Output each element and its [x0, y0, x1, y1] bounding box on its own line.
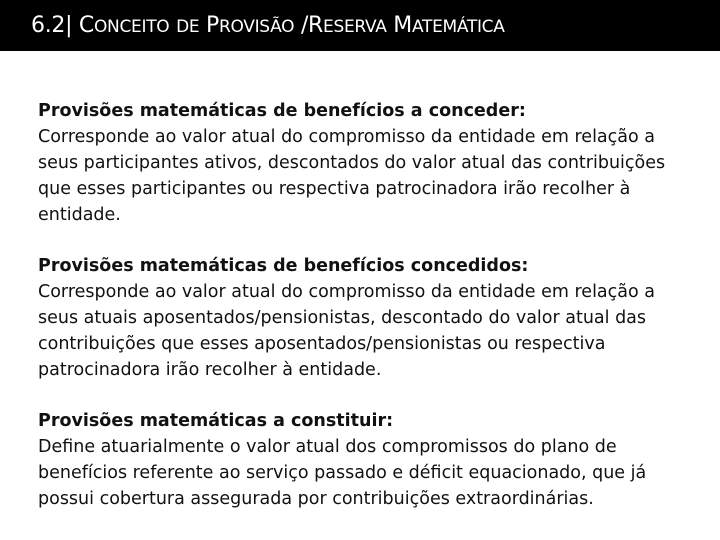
- title-word-1: CONCEITO: [78, 13, 170, 38]
- section-body: Corresponde ao valor atual do compromisso da entidade em relação a seus atuais aposentados/pensionistas, descontado do valor atual das contribuições que esses aposentados/pensionistas ou respectiva patrocinadora irão recolher à entidade.: [38, 282, 655, 380]
- section-heading: Provisões matemáticas de benefícios concedidos:: [38, 256, 529, 276]
- slide-number: 6.2|: [31, 13, 73, 38]
- title-word-5: MATEMÁTICA: [393, 13, 505, 38]
- title-bar: [0, 0, 720, 51]
- section-to-constitute: [38, 408, 698, 512]
- section-heading: Provisões matemáticas a constituir:: [38, 411, 394, 431]
- title-word-4: /RESERVA: [300, 13, 387, 38]
- section-benefits-granted: [38, 253, 698, 383]
- section-body: Define atuarialmente o valor atual dos compromissos do plano de benefícios referente ao serviço passado e déficit equacionado, que já possui cobertura assegurada por contribuições extraordinárias.: [38, 437, 647, 509]
- section-benefits-to-grant: [38, 98, 698, 228]
- section-body: Corresponde ao valor atual do compromisso da entidade em relação a seus participantes ativos, descontados do valor atual das contribuições que esses participantes ou respectiva patrocinadora irão recolher à entidade.: [38, 127, 666, 225]
- slide-content: [38, 98, 698, 537]
- title-word-2: DE: [176, 17, 200, 37]
- title-word-3: PROVISÃO: [206, 13, 295, 38]
- slide-title: [31, 13, 505, 38]
- section-heading: Provisões matemáticas de benefícios a conceder:: [38, 101, 526, 121]
